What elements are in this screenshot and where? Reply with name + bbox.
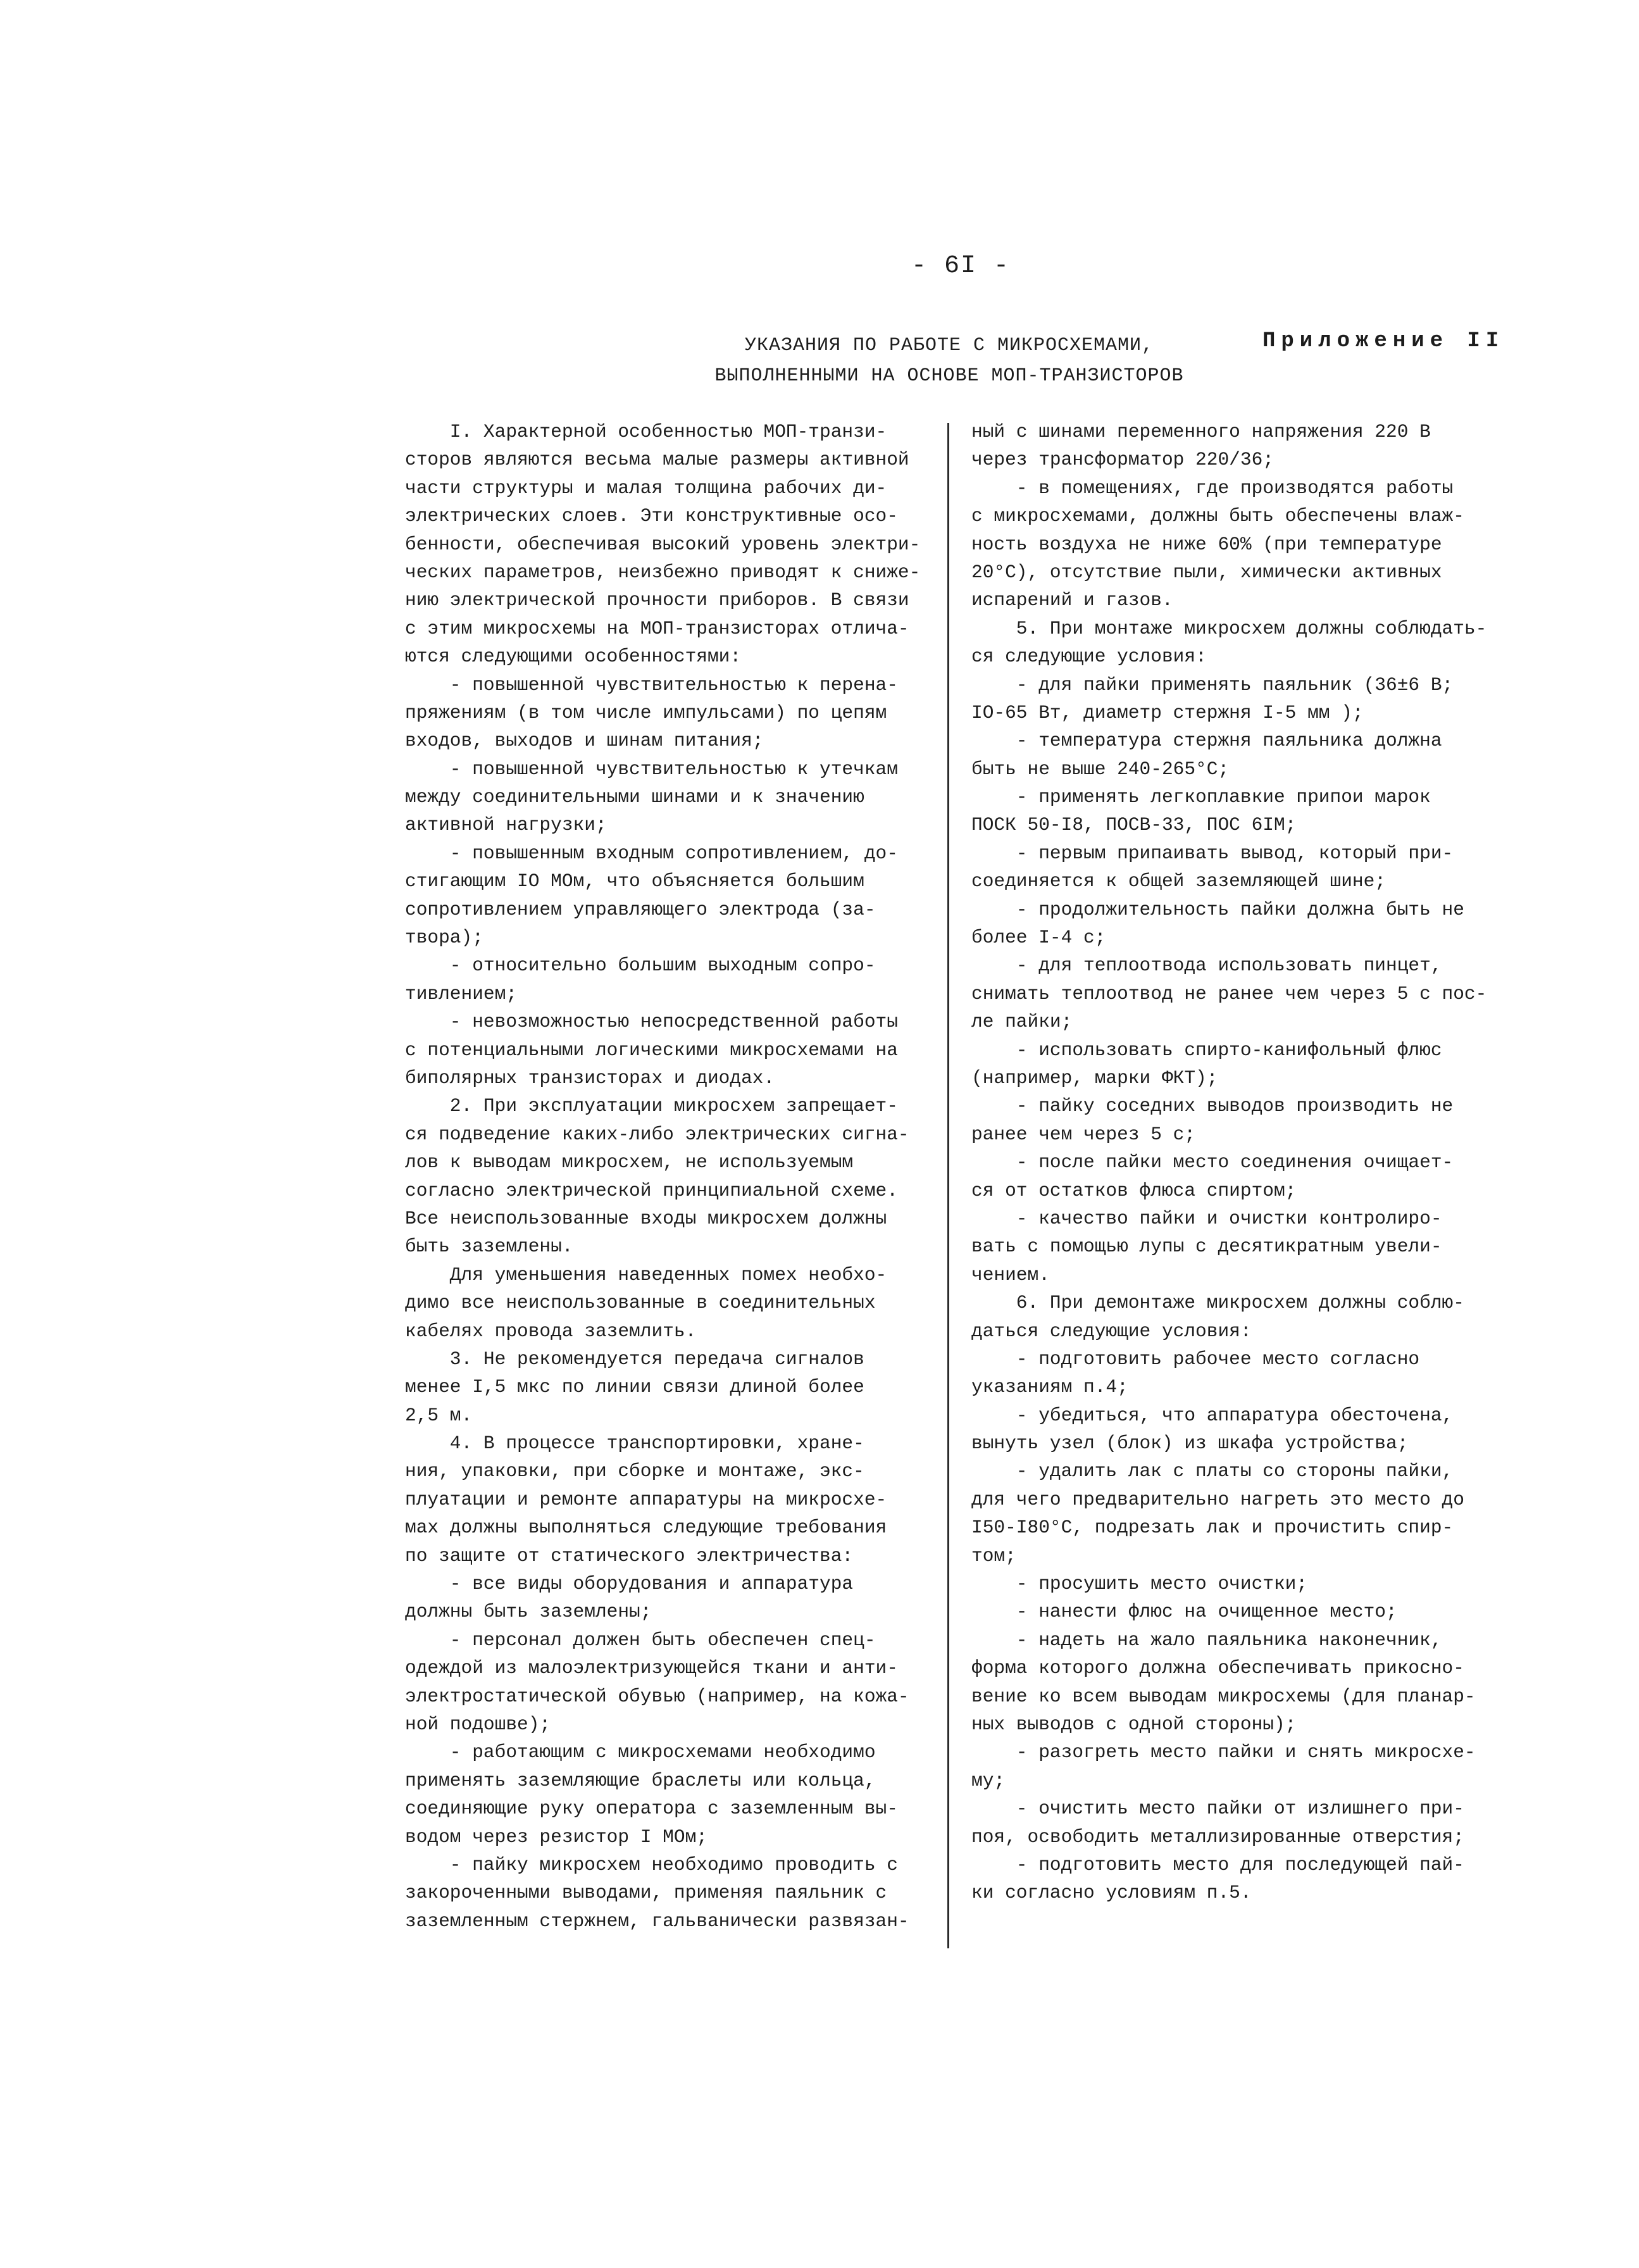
text-line: тивлением;	[405, 982, 518, 1005]
text-line: биполярных транзисторах и диодах.	[405, 1067, 775, 1089]
text-line: части структуры и малая толщина рабочих ди-	[405, 477, 887, 499]
text-line: сторов являются весьма малые размеры активной	[405, 449, 909, 471]
text-line: между соединительными шинами и к значению	[405, 786, 864, 808]
text-line: ся от остатков флюса спиртом;	[971, 1179, 1297, 1201]
text-line: чением.	[971, 1263, 1050, 1286]
text-line: менее I,5 мкс по линии связи длиной более	[405, 1376, 864, 1398]
text-line: - после пайки место соединения очищает-	[971, 1151, 1454, 1174]
text-line: через трансформатор 220/36;	[971, 449, 1274, 471]
text-line: димо все неиспользованные в соединительных	[405, 1292, 876, 1314]
text-line: входов, выходов и шинам питания;	[405, 730, 764, 752]
text-line: - нанести флюс на очищенное место;	[971, 1601, 1397, 1623]
text-line: - все виды оборудования и аппаратура	[405, 1573, 854, 1595]
text-line: - пайку микросхем необходимо проводить с	[405, 1853, 898, 1876]
text-line: - для пайки применять паяльник (36±6 В;	[971, 674, 1454, 696]
right-text-column	[971, 418, 1528, 1907]
text-line: ный с шинами переменного напряжения 220 В	[971, 421, 1431, 442]
text-line: вение ко всем выводам микросхемы (для планар-	[971, 1685, 1476, 1707]
text-line: с потенциальными логическими микросхемами на	[405, 1039, 898, 1061]
text-line: ния, упаковки, при сборке и монтаже, экс-	[405, 1460, 864, 1482]
text-line: закороченными выводами, применяя паяльник с	[405, 1882, 887, 1904]
text-line: - повышенной чувствительностью к перена-	[405, 674, 898, 696]
text-line: - повышенной чувствительностью к утечкам	[405, 758, 898, 780]
text-line: должны быть заземлены;	[405, 1601, 652, 1623]
text-line: испарений и газов.	[971, 589, 1173, 611]
text-line: поя, освободить металлизированные отверстия;	[971, 1826, 1464, 1848]
text-line: - невозможностью непосредственной работы	[405, 1011, 898, 1033]
text-line: ПОСК 50-I8, ПОСВ-33, ПОС 6IМ;	[971, 814, 1297, 836]
text-line: с этим микросхемы на МОП-транзисторах отлича-	[405, 617, 909, 639]
text-line: с микросхемами, должны быть обеспечены влаж-	[971, 505, 1464, 527]
text-line: по защите от статического электричества:	[405, 1544, 854, 1567]
text-line: более I-4 с;	[971, 927, 1106, 949]
text-line: - просушить место очистки;	[971, 1573, 1308, 1595]
text-line: - разогреть место пайки и снять микросхе-	[971, 1741, 1476, 1764]
text-line: кабелях провода заземлить.	[405, 1320, 697, 1342]
text-line: твора);	[405, 927, 483, 949]
text-line: - очистить место пайки от излишнего при-	[971, 1798, 1464, 1820]
left-text-column	[405, 418, 937, 1935]
text-line: одеждой из малоэлектризующейся ткани и анти-	[405, 1657, 898, 1679]
text-line: заземленным стержнем, гальванически развязан-	[405, 1910, 909, 1932]
appendix-label: Приложение II	[1262, 329, 1505, 353]
text-line: ся следующие условия:	[971, 646, 1207, 668]
text-line: 2. При эксплуатации микросхем запрещает-	[405, 1095, 898, 1117]
text-line: 2,5 м.	[405, 1404, 473, 1426]
text-line: - удалить лак с платы со стороны пайки,	[971, 1460, 1454, 1482]
text-line: применять заземляющие браслеты или кольца,	[405, 1769, 876, 1791]
column-divider	[947, 423, 949, 1948]
text-line: лов к выводам микросхем, не используемым	[405, 1151, 854, 1174]
text-line: му;	[971, 1769, 1006, 1791]
text-line: 20°С), отсутствие пыли, химически активных	[971, 561, 1442, 583]
text-line: I50-I80°С, подрезать лак и прочистить спир-	[971, 1517, 1454, 1539]
text-line: электрических слоев. Эти конструктивные осо-	[405, 505, 898, 527]
text-line: быть заземлены.	[405, 1236, 573, 1258]
text-line: ных выводов с одной стороны);	[971, 1713, 1297, 1735]
text-line: соединяющие руку оператора с заземленным вы-	[405, 1798, 898, 1820]
text-line: плуатации и ремонте аппаратуры на микросхе-	[405, 1488, 887, 1510]
text-line: - подготовить рабочее место согласно	[971, 1348, 1420, 1370]
text-line: сопротивлением управляющего электрода (за-	[405, 898, 876, 920]
text-line: даться следующие условия:	[971, 1320, 1252, 1342]
text-line: форма которого должна обеспечивать прикосно-	[971, 1657, 1464, 1679]
text-line: ки согласно условиям п.5.	[971, 1882, 1252, 1904]
text-line: снимать теплоотвод не ранее чем через 5 с пос-	[971, 982, 1487, 1005]
text-line: ле пайки;	[971, 1011, 1073, 1033]
text-line: - надеть на жало паяльника наконечник,	[971, 1629, 1442, 1651]
text-line: нию электрической прочности приборов. В связи	[405, 589, 909, 611]
text-line: - убедиться, что аппаратура обесточена,	[971, 1404, 1454, 1426]
text-line: - первым припаивать вывод, который при-	[971, 842, 1454, 864]
text-line: быть не выше 240-265°С;	[971, 758, 1230, 780]
text-line: вать с помощью лупы с десятикратным увели-	[971, 1236, 1442, 1258]
text-line: ются следующими особенностями:	[405, 646, 742, 668]
text-line: 4. В процессе транспортировки, хране-	[405, 1432, 864, 1455]
text-line: - продолжительность пайки должна быть не	[971, 898, 1464, 920]
document-title	[664, 330, 1234, 391]
text-line: стигающим IO МОм, что объясняется большим	[405, 870, 864, 893]
text-line: бенности, обеспечивая высокий уровень электри-	[405, 533, 921, 555]
text-line: - в помещениях, где производятся работы	[971, 477, 1454, 499]
text-line: IO-65 Вт, диаметр стержня I-5 мм );	[971, 701, 1364, 724]
title-line-1: УКАЗАНИЯ ПО РАБОТЕ С МИКРОСХЕМАМИ,	[744, 335, 1154, 356]
text-line: согласно электрической принципиальной схеме.	[405, 1179, 898, 1201]
text-line: водом через резистор I МОм;	[405, 1826, 707, 1848]
text-line: - подготовить место для последующей пай-	[971, 1853, 1464, 1876]
text-line: ся подведение каких-либо электрических сигна-	[405, 1123, 909, 1145]
text-line: - использовать спирто-канифольный флюс	[971, 1039, 1442, 1061]
text-line: ранее чем через 5 с;	[971, 1123, 1196, 1145]
text-line: том;	[971, 1544, 1016, 1567]
text-line: Все неиспользованные входы микросхем должны	[405, 1207, 887, 1229]
text-line: (например, марки ФКТ);	[971, 1067, 1218, 1089]
text-line: - повышенным входным сопротивлением, до-	[405, 842, 898, 864]
text-line: - работающим с микросхемами необходимо	[405, 1741, 876, 1764]
text-line: соединяется к общей заземляющей шине;	[971, 870, 1387, 893]
text-line: - температура стержня паяльника должна	[971, 730, 1442, 752]
text-line: 5. При монтаже микросхем должны соблюдать-	[971, 617, 1487, 639]
title-line-2: ВЫПОЛНЕННЫМИ НА ОСНОВЕ МОП-ТРАНЗИСТОРОВ	[714, 365, 1184, 387]
text-line: активной нагрузки;	[405, 814, 607, 836]
text-line: 3. Не рекомендуется передача сигналов	[405, 1348, 864, 1370]
text-line: вынуть узел (блок) из шкафа устройства;	[971, 1432, 1409, 1455]
text-line: 6. При демонтаже микросхем должны соблю-	[971, 1292, 1464, 1314]
text-line: Для уменьшения наведенных помех необхо-	[405, 1263, 887, 1286]
text-line: - относительно большим выходным сопро-	[405, 955, 876, 977]
text-line: ность воздуха не ниже 60% (при температуре	[971, 533, 1442, 555]
text-line: электростатической обувью (например, на кожа-	[405, 1685, 909, 1707]
text-line: ной подошве);	[405, 1713, 551, 1735]
text-line: I. Характерной особенностью МОП-транзи-	[405, 421, 887, 442]
text-line: указаниям п.4;	[971, 1376, 1128, 1398]
text-line: - качество пайки и очистки контролиро-	[971, 1207, 1442, 1229]
page-number: - 6I -	[911, 252, 1011, 280]
text-line: мах должны выполняться следующие требования	[405, 1517, 887, 1539]
text-line: - пайку соседних выводов производить не	[971, 1095, 1454, 1117]
text-line: - применять легкоплавкие припои марок	[971, 786, 1431, 808]
text-line: для чего предварительно нагреть это место до	[971, 1488, 1464, 1510]
text-line: пряжениям (в том числе импульсами) по цепям	[405, 701, 887, 724]
text-line: - персонал должен быть обеспечен спец-	[405, 1629, 876, 1651]
text-line: ческих параметров, неизбежно приводят к сниже-	[405, 561, 921, 583]
text-line: - для теплоотвода использовать пинцет,	[971, 955, 1442, 977]
